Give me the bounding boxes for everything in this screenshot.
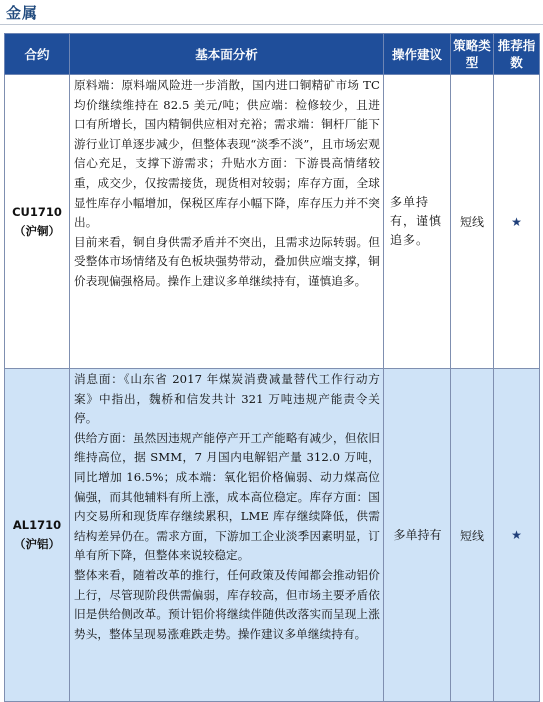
rating-star-icon: ★ <box>494 75 540 369</box>
advice-cell: 多单持有 <box>384 369 451 702</box>
analysis-paragraph: 整体来看，随着改革的推行，任何政策及传闻都会推动铝价上行，尽管现阶段供需偏弱，库存较高，但市场主要矛盾依旧是供给侧改革。预计铝价将继续伴随供改落实而呈现上涨势头，整体呈现易涨难跌走势。操作建议多单继续持有。 <box>74 567 380 641</box>
table-row-cu <box>5 75 540 369</box>
analysis-paragraph: 目前来看，铜自身供需矛盾并不突出，且需求边际转弱。但受整体市场情绪及有色板块强势带动，叠加供应端支撑，铜价表现偏强格局。操作上建议多单继续持有，谨慎追多。 <box>74 234 380 288</box>
analysis-paragraph: 供给方面：虽然因违规产能停产开工产能略有减少，但依旧维持高位，据 SMM，7 月国内电解铝产量 312.0 万吨，同比增加 16.5%；成本端：氧化铝价格偏弱、动力煤高位偏强，而其他辅料有所上涨，成本高位稳定。库存方面：国内交易所和现货库存继续累积，LME 库存继续降低，供需结构差异仍在。需求方面，下游加工企业淡季因素明显，订单有所下降，但整体来说较稳定。 <box>74 430 380 563</box>
header-rating: 推荐指数 <box>494 34 540 75</box>
contract-code: AL1710 <box>12 518 62 532</box>
header-contract: 合约 <box>5 34 70 75</box>
analysis-paragraph: 消息面：《山东省 2017 年煤炭消费减量替代工作行动方案》中指出，魏桥和信发共计 321 万吨违规产能责令关停。 <box>74 372 380 426</box>
contract-name: （沪铝） <box>14 537 60 551</box>
analysis-paragraph: 原料端：原料端风险进一步消散，国内进口铜精矿市场 TC 均价继续维持在 82.5 美元/吨；供应端：检修较少，且进口有所增长，国内精铜供应相对充裕；需求端：铜杆厂能下游行业订单逐步减少，但整体表现“淡季不淡”，且市场宏观信心充足，支撑下游需求；升贴水方面：下游畏高情绪较重，成交少，仅按需接货，现货相对较弱；库存方面，全球显性库存小幅增加，保税区库存小幅下降，库存压力并不突出。 <box>74 78 380 230</box>
header-advice: 操作建议 <box>384 34 451 75</box>
strategy-cell: 短线 <box>451 75 494 369</box>
header-row <box>5 34 540 75</box>
contract-code: CU1710 <box>12 204 62 219</box>
metals-table <box>4 33 540 702</box>
advice-cell: 多单持有，谨慎追多。 <box>384 75 451 369</box>
contract-cell <box>5 75 70 369</box>
analysis-cell <box>70 75 384 369</box>
title-divider <box>0 24 543 25</box>
contract-name: （沪铜） <box>14 223 60 238</box>
table-row-al <box>5 369 540 702</box>
rating-star-icon: ★ <box>494 369 540 702</box>
analysis-cell <box>70 369 384 702</box>
section-title: 金属 <box>6 4 39 22</box>
contract-cell <box>5 369 70 702</box>
header-strategy: 策略类型 <box>451 34 494 75</box>
header-analysis: 基本面分析 <box>70 34 384 75</box>
strategy-cell: 短线 <box>451 369 494 702</box>
